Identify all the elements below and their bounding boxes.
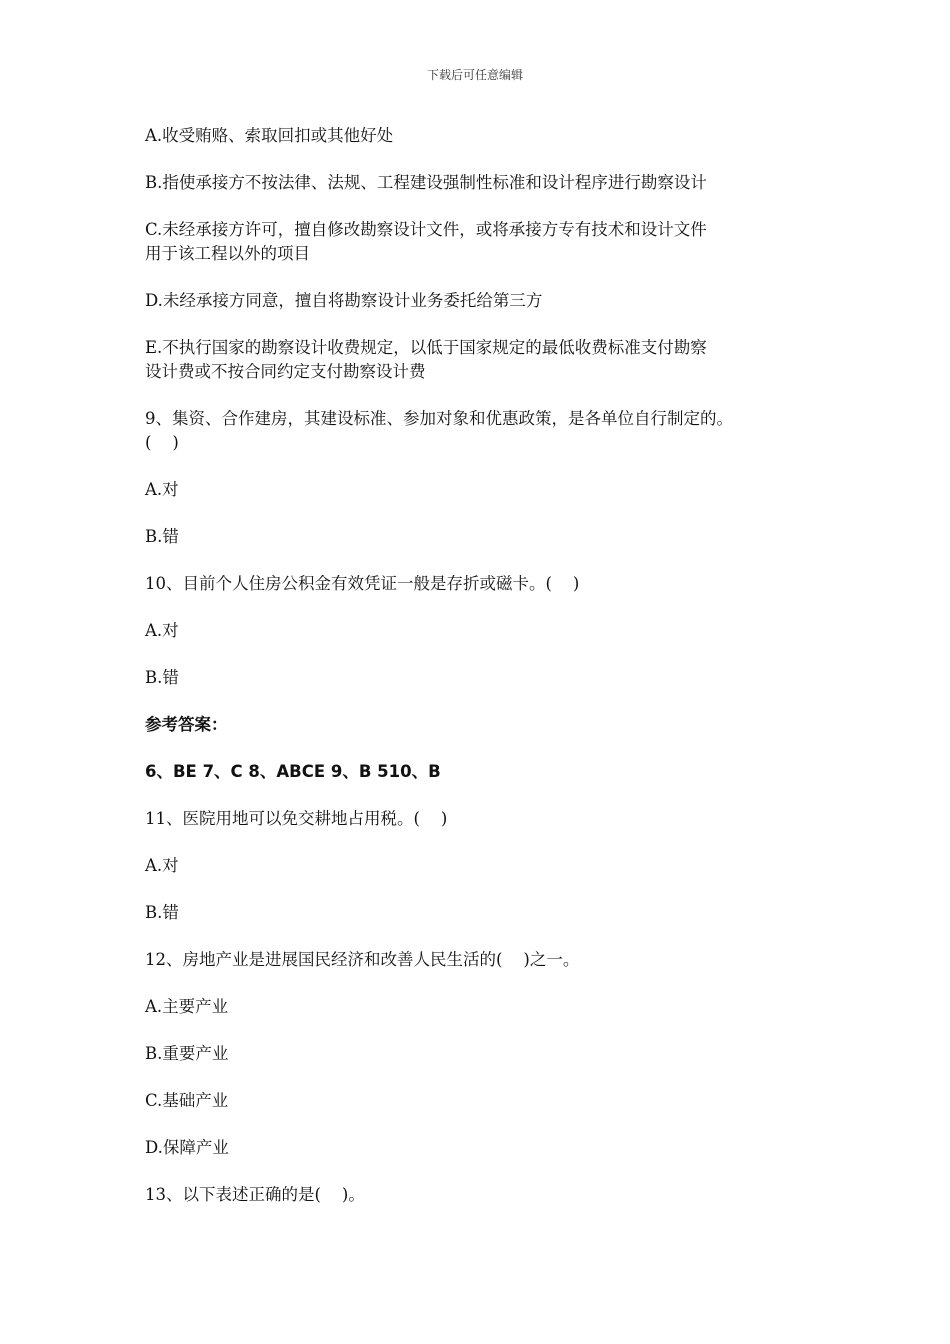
question-13: 13、以下表述正确的是( )。: [145, 1185, 365, 1204]
question-12-option-b: B.重要产业: [145, 1044, 229, 1063]
answer-key-heading: 参考答案：: [145, 715, 228, 734]
document-body: [145, 124, 825, 1230]
option-e-fee-violation: E.不执行国家的勘察设计收费规定，以低于国家规定的最低收费标准支付勘察 设计费或不按合同约定支付勘察设计费: [145, 338, 707, 381]
option-b-instruct-noncompliance: B.指使承接方不按法律、法规、工程建设强制性标准和设计程序进行勘察设计: [145, 173, 707, 192]
question-9-option-a: A.对: [145, 480, 179, 499]
question-12-option-a: A.主要产业: [145, 997, 229, 1016]
question-10-option-a: A.对: [145, 621, 179, 640]
option-a-bribery: A.收受贿赂、索取回扣或其他好处: [145, 126, 394, 145]
question-10: 10、目前个人住房公积金有效凭证一般是存折或磁卡。( ): [145, 574, 580, 593]
option-c-unauthorized-modification: C.未经承接方许可，擅自修改勘察设计文件，或将承接方专有技术和设计文件 用于该工程以外的项目: [145, 220, 707, 263]
question-12: 12、房地产业是进展国民经济和改善人民生活的( )之一。: [145, 950, 580, 969]
question-11-option-b: B.错: [145, 903, 179, 922]
option-d-unauthorized-delegation: D.未经承接方同意，擅自将勘察设计业务委托给第三方: [145, 291, 543, 310]
question-11-option-a: A.对: [145, 856, 179, 875]
question-12-option-d: D.保障产业: [145, 1138, 229, 1157]
question-10-option-b: B.错: [145, 668, 179, 687]
question-9-option-b: B.错: [145, 527, 179, 546]
page-header: 下载后可任意编辑: [426, 68, 523, 82]
answer-key: 6、BE 7、C 8、ABCE 9、B 510、B: [145, 762, 441, 781]
question-11: 11、医院用地可以免交耕地占用税。( ): [145, 809, 448, 828]
question-12-option-c: C.基础产业: [145, 1091, 229, 1110]
question-9: 9、集资、合作建房，其建设标准、参加对象和优惠政策，是各单位自行制定的。 ( ): [145, 409, 733, 452]
